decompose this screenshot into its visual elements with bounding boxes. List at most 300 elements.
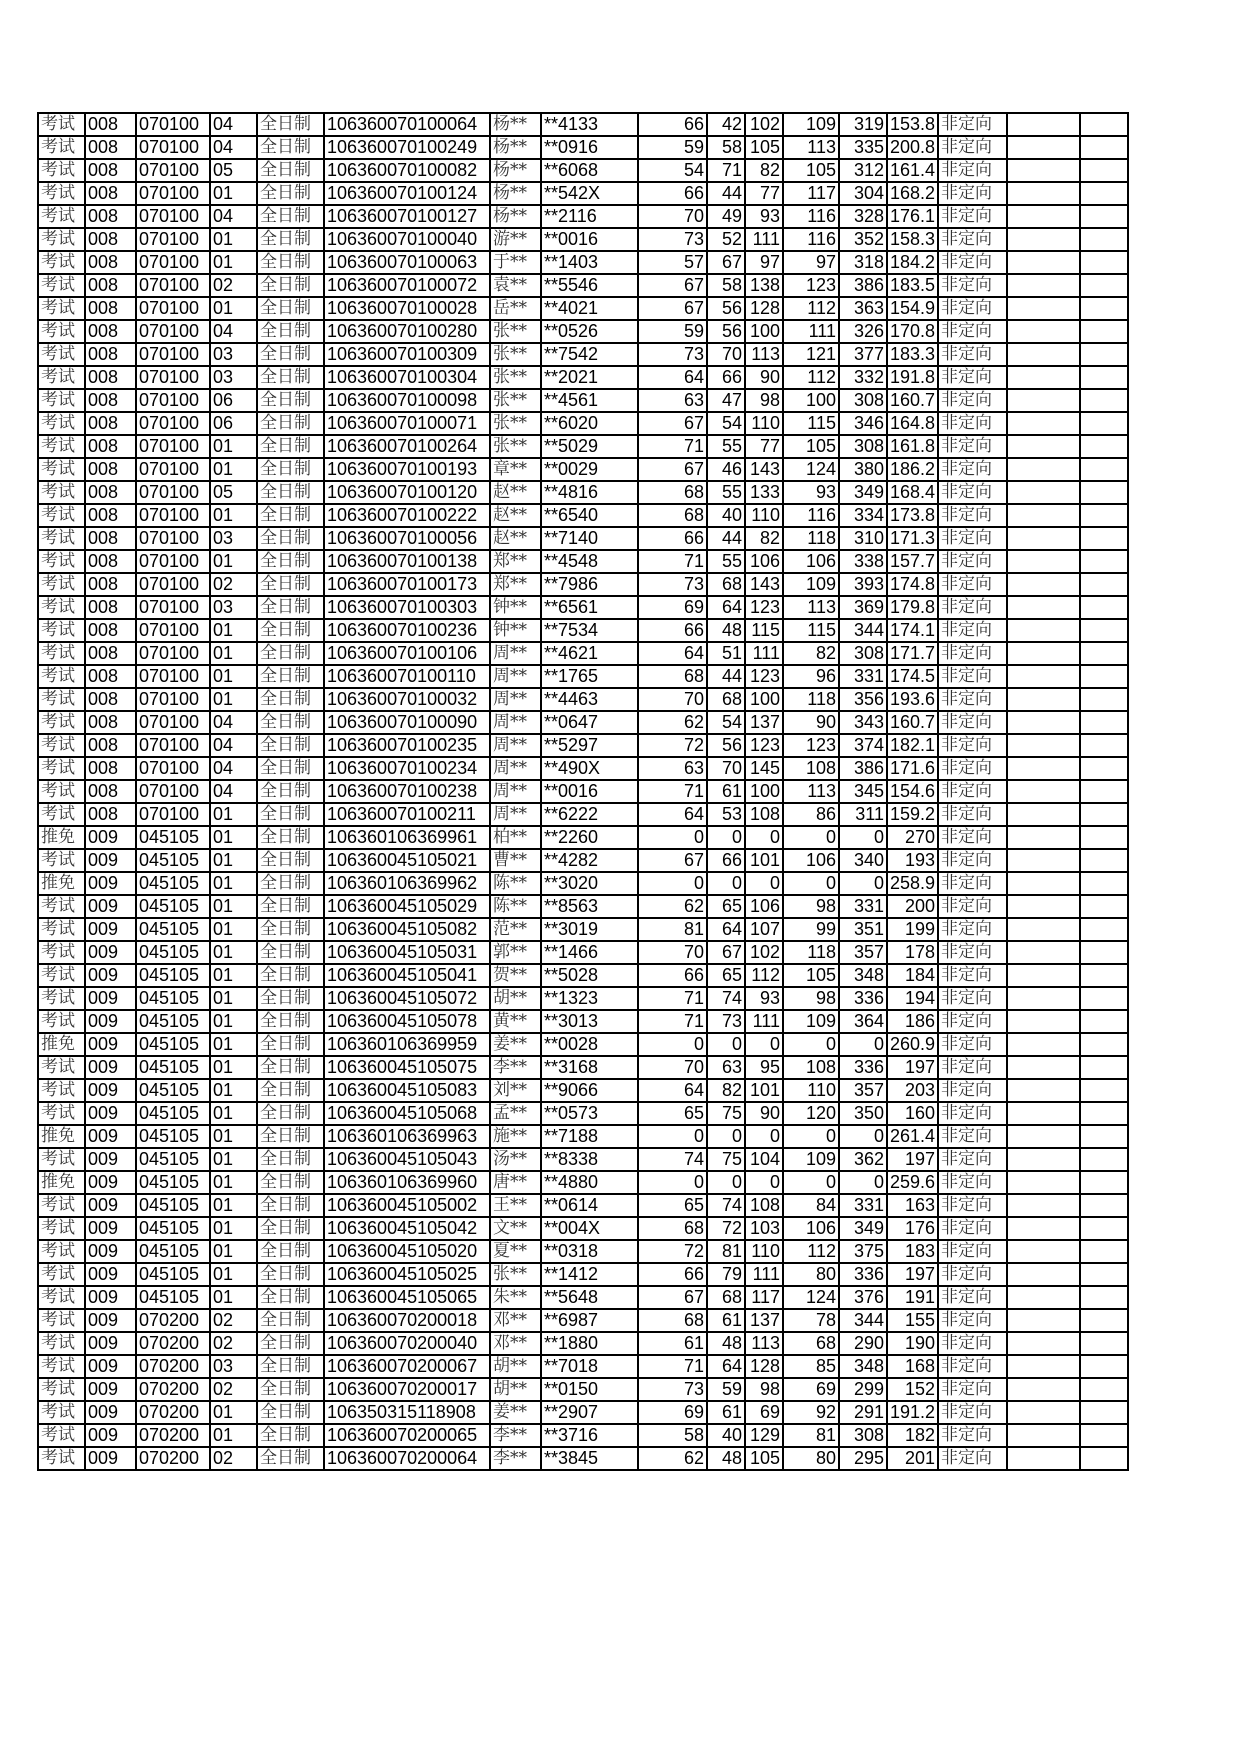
score-subject1-cell: 102 [745,941,783,964]
table-row [38,389,1128,412]
empty-cell [1080,1010,1128,1033]
score-subject2-cell: 68 [783,1332,839,1355]
dept-code-cell: 008 [85,780,136,803]
name-cell: 钟** [490,596,541,619]
id-tail-cell: **0028 [541,1033,638,1056]
score-english-cell: 82 [707,1079,745,1102]
score-politics-cell: 69 [638,596,707,619]
remark-cell [1007,1056,1080,1079]
table-row [38,849,1128,872]
total-cell: 336 [839,1263,887,1286]
score-subject1-cell: 123 [745,734,783,757]
name-cell: 于** [490,251,541,274]
plan-type-cell: 非定向 [938,780,1007,803]
plan-type-cell: 非定向 [938,435,1007,458]
dept-code-cell: 008 [85,596,136,619]
id-tail-cell: **5546 [541,274,638,297]
total-cell: 393 [839,573,887,596]
id-tail-cell: **3013 [541,1010,638,1033]
score-politics-cell: 66 [638,964,707,987]
composite-cell: 174.1 [887,619,938,642]
direction-cell: 04 [210,113,257,136]
composite-cell: 179.8 [887,596,938,619]
score-english-cell: 0 [707,872,745,895]
composite-cell: 183.3 [887,343,938,366]
plan-type-cell: 非定向 [938,872,1007,895]
name-cell: 张** [490,1263,541,1286]
direction-cell: 04 [210,136,257,159]
score-subject2-cell: 108 [783,1056,839,1079]
direction-cell: 01 [210,665,257,688]
empty-cell [1080,1309,1128,1332]
id-tail-cell: **1403 [541,251,638,274]
table-row [38,1171,1128,1194]
composite-cell: 270 [887,826,938,849]
major-code-cell: 070100 [136,274,210,297]
plan-type-cell: 非定向 [938,1401,1007,1424]
score-english-cell: 65 [707,964,745,987]
dept-code-cell: 009 [85,1286,136,1309]
dept-code-cell: 009 [85,1378,136,1401]
major-code-cell: 045105 [136,1171,210,1194]
remark-cell [1007,343,1080,366]
score-subject2-cell: 0 [783,1125,839,1148]
type-cell: 考试 [38,251,85,274]
dept-code-cell: 009 [85,1033,136,1056]
study-mode-cell: 全日制 [257,688,324,711]
dept-code-cell: 008 [85,619,136,642]
id-tail-cell: **7542 [541,343,638,366]
plan-type-cell: 非定向 [938,1010,1007,1033]
table-row [38,527,1128,550]
id-tail-cell: **1880 [541,1332,638,1355]
score-subject2-cell: 98 [783,987,839,1010]
type-cell: 考试 [38,1079,85,1102]
table-row [38,1309,1128,1332]
candidate-no-cell: 106360070100082 [324,159,490,182]
dept-code-cell: 008 [85,550,136,573]
study-mode-cell: 全日制 [257,1056,324,1079]
score-subject2-cell: 118 [783,688,839,711]
dept-code-cell: 009 [85,872,136,895]
score-politics-cell: 58 [638,1424,707,1447]
score-subject2-cell: 106 [783,550,839,573]
type-cell: 考试 [38,113,85,136]
score-politics-cell: 66 [638,527,707,550]
candidate-no-cell: 106360045105041 [324,964,490,987]
plan-type-cell: 非定向 [938,1148,1007,1171]
major-code-cell: 045105 [136,1217,210,1240]
remark-cell [1007,619,1080,642]
name-cell: 张** [490,412,541,435]
major-code-cell: 070100 [136,803,210,826]
composite-cell: 203 [887,1079,938,1102]
type-cell: 考试 [38,458,85,481]
study-mode-cell: 全日制 [257,182,324,205]
candidate-no-cell: 106360070200064 [324,1447,490,1470]
score-subject1-cell: 100 [745,320,783,343]
candidate-no-cell: 106360045105065 [324,1286,490,1309]
score-english-cell: 46 [707,458,745,481]
composite-cell: 155 [887,1309,938,1332]
composite-cell: 160.7 [887,711,938,734]
remark-cell [1007,918,1080,941]
id-tail-cell: **4561 [541,389,638,412]
table-row [38,688,1128,711]
score-politics-cell: 71 [638,987,707,1010]
candidate-no-cell: 106360070100264 [324,435,490,458]
major-code-cell: 070100 [136,320,210,343]
major-code-cell: 070100 [136,780,210,803]
plan-type-cell: 非定向 [938,1079,1007,1102]
direction-cell: 01 [210,803,257,826]
name-cell: 周** [490,734,541,757]
remark-cell [1007,1217,1080,1240]
name-cell: 唐** [490,1171,541,1194]
major-code-cell: 045105 [136,849,210,872]
plan-type-cell: 非定向 [938,849,1007,872]
name-cell: 张** [490,343,541,366]
composite-cell: 161.8 [887,435,938,458]
plan-type-cell: 非定向 [938,205,1007,228]
score-subject1-cell: 138 [745,274,783,297]
direction-cell: 02 [210,573,257,596]
plan-type-cell: 非定向 [938,1125,1007,1148]
plan-type-cell: 非定向 [938,1240,1007,1263]
dept-code-cell: 009 [85,1102,136,1125]
table-row [38,734,1128,757]
score-subject2-cell: 124 [783,458,839,481]
score-politics-cell: 73 [638,1378,707,1401]
score-subject2-cell: 113 [783,596,839,619]
empty-cell [1080,320,1128,343]
plan-type-cell: 非定向 [938,987,1007,1010]
table-row [38,803,1128,826]
empty-cell [1080,1194,1128,1217]
plan-type-cell: 非定向 [938,251,1007,274]
total-cell: 349 [839,1217,887,1240]
dept-code-cell: 008 [85,527,136,550]
type-cell: 考试 [38,895,85,918]
direction-cell: 01 [210,1194,257,1217]
id-tail-cell: **5028 [541,964,638,987]
score-subject1-cell: 90 [745,1102,783,1125]
remark-cell [1007,872,1080,895]
candidate-no-cell: 106360070100304 [324,366,490,389]
type-cell: 考试 [38,1332,85,1355]
remark-cell [1007,228,1080,251]
type-cell: 推免 [38,826,85,849]
score-subject2-cell: 96 [783,665,839,688]
plan-type-cell: 非定向 [938,1378,1007,1401]
remark-cell [1007,780,1080,803]
score-subject1-cell: 0 [745,1033,783,1056]
type-cell: 考试 [38,136,85,159]
major-code-cell: 070100 [136,711,210,734]
direction-cell: 03 [210,366,257,389]
id-tail-cell: **6561 [541,596,638,619]
table-row [38,274,1128,297]
table-row [38,412,1128,435]
score-subject2-cell: 109 [783,573,839,596]
score-politics-cell: 59 [638,320,707,343]
name-cell: 黄** [490,1010,541,1033]
total-cell: 308 [839,435,887,458]
type-cell: 考试 [38,412,85,435]
direction-cell: 04 [210,757,257,780]
direction-cell: 05 [210,481,257,504]
id-tail-cell: **7986 [541,573,638,596]
type-cell: 考试 [38,1240,85,1263]
score-subject1-cell: 77 [745,435,783,458]
name-cell: 姜** [490,1033,541,1056]
dept-code-cell: 008 [85,688,136,711]
major-code-cell: 045105 [136,987,210,1010]
dept-code-cell: 009 [85,918,136,941]
dept-code-cell: 009 [85,1401,136,1424]
major-code-cell: 070100 [136,688,210,711]
table-row [38,1332,1128,1355]
plan-type-cell: 非定向 [938,228,1007,251]
name-cell: 王** [490,1194,541,1217]
score-politics-cell: 73 [638,573,707,596]
score-subject1-cell: 108 [745,803,783,826]
total-cell: 291 [839,1401,887,1424]
id-tail-cell: **3845 [541,1447,638,1470]
study-mode-cell: 全日制 [257,1401,324,1424]
candidate-no-cell: 106360070100064 [324,113,490,136]
id-tail-cell: **0016 [541,228,638,251]
table-row [38,895,1128,918]
score-english-cell: 49 [707,205,745,228]
remark-cell [1007,849,1080,872]
score-subject2-cell: 105 [783,435,839,458]
score-subject2-cell: 0 [783,1171,839,1194]
score-politics-cell: 70 [638,1056,707,1079]
remark-cell [1007,1148,1080,1171]
score-subject2-cell: 121 [783,343,839,366]
score-politics-cell: 62 [638,895,707,918]
study-mode-cell: 全日制 [257,205,324,228]
id-tail-cell: **4463 [541,688,638,711]
score-english-cell: 53 [707,803,745,826]
total-cell: 357 [839,941,887,964]
score-politics-cell: 67 [638,458,707,481]
major-code-cell: 045105 [136,826,210,849]
total-cell: 295 [839,1447,887,1470]
empty-cell [1080,1424,1128,1447]
score-subject1-cell: 101 [745,849,783,872]
empty-cell [1080,849,1128,872]
total-cell: 348 [839,1355,887,1378]
composite-cell: 261.4 [887,1125,938,1148]
score-subject2-cell: 109 [783,1010,839,1033]
empty-cell [1080,941,1128,964]
composite-cell: 186 [887,1010,938,1033]
id-tail-cell: **0318 [541,1240,638,1263]
score-politics-cell: 64 [638,803,707,826]
study-mode-cell: 全日制 [257,1125,324,1148]
dept-code-cell: 009 [85,1447,136,1470]
direction-cell: 01 [210,504,257,527]
remark-cell [1007,803,1080,826]
study-mode-cell: 全日制 [257,872,324,895]
empty-cell [1080,136,1128,159]
type-cell: 考试 [38,550,85,573]
score-politics-cell: 54 [638,159,707,182]
candidate-no-cell: 106360045105025 [324,1263,490,1286]
major-code-cell: 070200 [136,1355,210,1378]
score-subject2-cell: 115 [783,619,839,642]
plan-type-cell: 非定向 [938,412,1007,435]
type-cell: 考试 [38,1424,85,1447]
dept-code-cell: 008 [85,481,136,504]
score-subject1-cell: 115 [745,619,783,642]
table-row [38,205,1128,228]
dept-code-cell: 009 [85,1309,136,1332]
score-politics-cell: 71 [638,1010,707,1033]
remark-cell [1007,1286,1080,1309]
score-subject2-cell: 97 [783,251,839,274]
dept-code-cell: 008 [85,320,136,343]
major-code-cell: 070100 [136,113,210,136]
score-english-cell: 44 [707,527,745,550]
candidate-no-cell: 106360070200040 [324,1332,490,1355]
major-code-cell: 070100 [136,366,210,389]
empty-cell [1080,481,1128,504]
composite-cell: 191.2 [887,1401,938,1424]
major-code-cell: 045105 [136,1194,210,1217]
score-politics-cell: 72 [638,1240,707,1263]
score-politics-cell: 59 [638,136,707,159]
score-subject1-cell: 100 [745,688,783,711]
id-tail-cell: **2907 [541,1401,638,1424]
type-cell: 考试 [38,734,85,757]
composite-cell: 171.6 [887,757,938,780]
table-row [38,1401,1128,1424]
remark-cell [1007,895,1080,918]
direction-cell: 01 [210,435,257,458]
type-cell: 考试 [38,1263,85,1286]
study-mode-cell: 全日制 [257,458,324,481]
score-subject1-cell: 105 [745,136,783,159]
score-politics-cell: 63 [638,757,707,780]
id-tail-cell: **7018 [541,1355,638,1378]
empty-cell [1080,619,1128,642]
empty-cell [1080,1332,1128,1355]
total-cell: 331 [839,895,887,918]
study-mode-cell: 全日制 [257,1447,324,1470]
total-cell: 308 [839,389,887,412]
direction-cell: 02 [210,1332,257,1355]
empty-cell [1080,1217,1128,1240]
candidate-no-cell: 106360070100072 [324,274,490,297]
id-tail-cell: **2260 [541,826,638,849]
direction-cell: 01 [210,1010,257,1033]
name-cell: 张** [490,320,541,343]
candidate-no-cell: 106360070100120 [324,481,490,504]
score-english-cell: 42 [707,113,745,136]
id-tail-cell: **6987 [541,1309,638,1332]
candidate-no-cell: 106360106369961 [324,826,490,849]
total-cell: 344 [839,1309,887,1332]
empty-cell [1080,1102,1128,1125]
remark-cell [1007,251,1080,274]
score-english-cell: 72 [707,1217,745,1240]
score-subject2-cell: 93 [783,481,839,504]
major-code-cell: 045105 [136,1079,210,1102]
study-mode-cell: 全日制 [257,251,324,274]
score-english-cell: 67 [707,941,745,964]
major-code-cell: 045105 [136,1056,210,1079]
score-politics-cell: 68 [638,504,707,527]
id-tail-cell: **0526 [541,320,638,343]
total-cell: 332 [839,366,887,389]
name-cell: 施** [490,1125,541,1148]
score-subject2-cell: 117 [783,182,839,205]
type-cell: 考试 [38,389,85,412]
total-cell: 334 [839,504,887,527]
score-subject1-cell: 110 [745,504,783,527]
major-code-cell: 070100 [136,734,210,757]
score-subject2-cell: 85 [783,1355,839,1378]
total-cell: 0 [839,826,887,849]
direction-cell: 04 [210,205,257,228]
remark-cell [1007,527,1080,550]
remark-cell [1007,1194,1080,1217]
remark-cell [1007,435,1080,458]
score-english-cell: 0 [707,1033,745,1056]
name-cell: 文** [490,1217,541,1240]
id-tail-cell: **1765 [541,665,638,688]
plan-type-cell: 非定向 [938,941,1007,964]
name-cell: 胡** [490,1378,541,1401]
name-cell: 袁** [490,274,541,297]
id-tail-cell: **8563 [541,895,638,918]
type-cell: 考试 [38,1010,85,1033]
id-tail-cell: **004X [541,1217,638,1240]
dept-code-cell: 009 [85,964,136,987]
score-subject2-cell: 124 [783,1286,839,1309]
candidate-no-cell: 106360070100110 [324,665,490,688]
empty-cell [1080,987,1128,1010]
remark-cell [1007,1424,1080,1447]
id-tail-cell: **0647 [541,711,638,734]
table-row [38,1079,1128,1102]
table-row [38,1240,1128,1263]
score-subject1-cell: 0 [745,872,783,895]
score-subject1-cell: 102 [745,113,783,136]
direction-cell: 01 [210,1401,257,1424]
direction-cell: 02 [210,274,257,297]
name-cell: 杨** [490,136,541,159]
empty-cell [1080,1401,1128,1424]
plan-type-cell: 非定向 [938,458,1007,481]
total-cell: 318 [839,251,887,274]
name-cell: 李** [490,1056,541,1079]
composite-cell: 168.2 [887,182,938,205]
table-row [38,757,1128,780]
study-mode-cell: 全日制 [257,481,324,504]
score-politics-cell: 70 [638,688,707,711]
composite-cell: 161.4 [887,159,938,182]
study-mode-cell: 全日制 [257,1010,324,1033]
score-subject2-cell: 112 [783,297,839,320]
direction-cell: 01 [210,987,257,1010]
score-subject2-cell: 113 [783,780,839,803]
name-cell: 周** [490,642,541,665]
plan-type-cell: 非定向 [938,1194,1007,1217]
